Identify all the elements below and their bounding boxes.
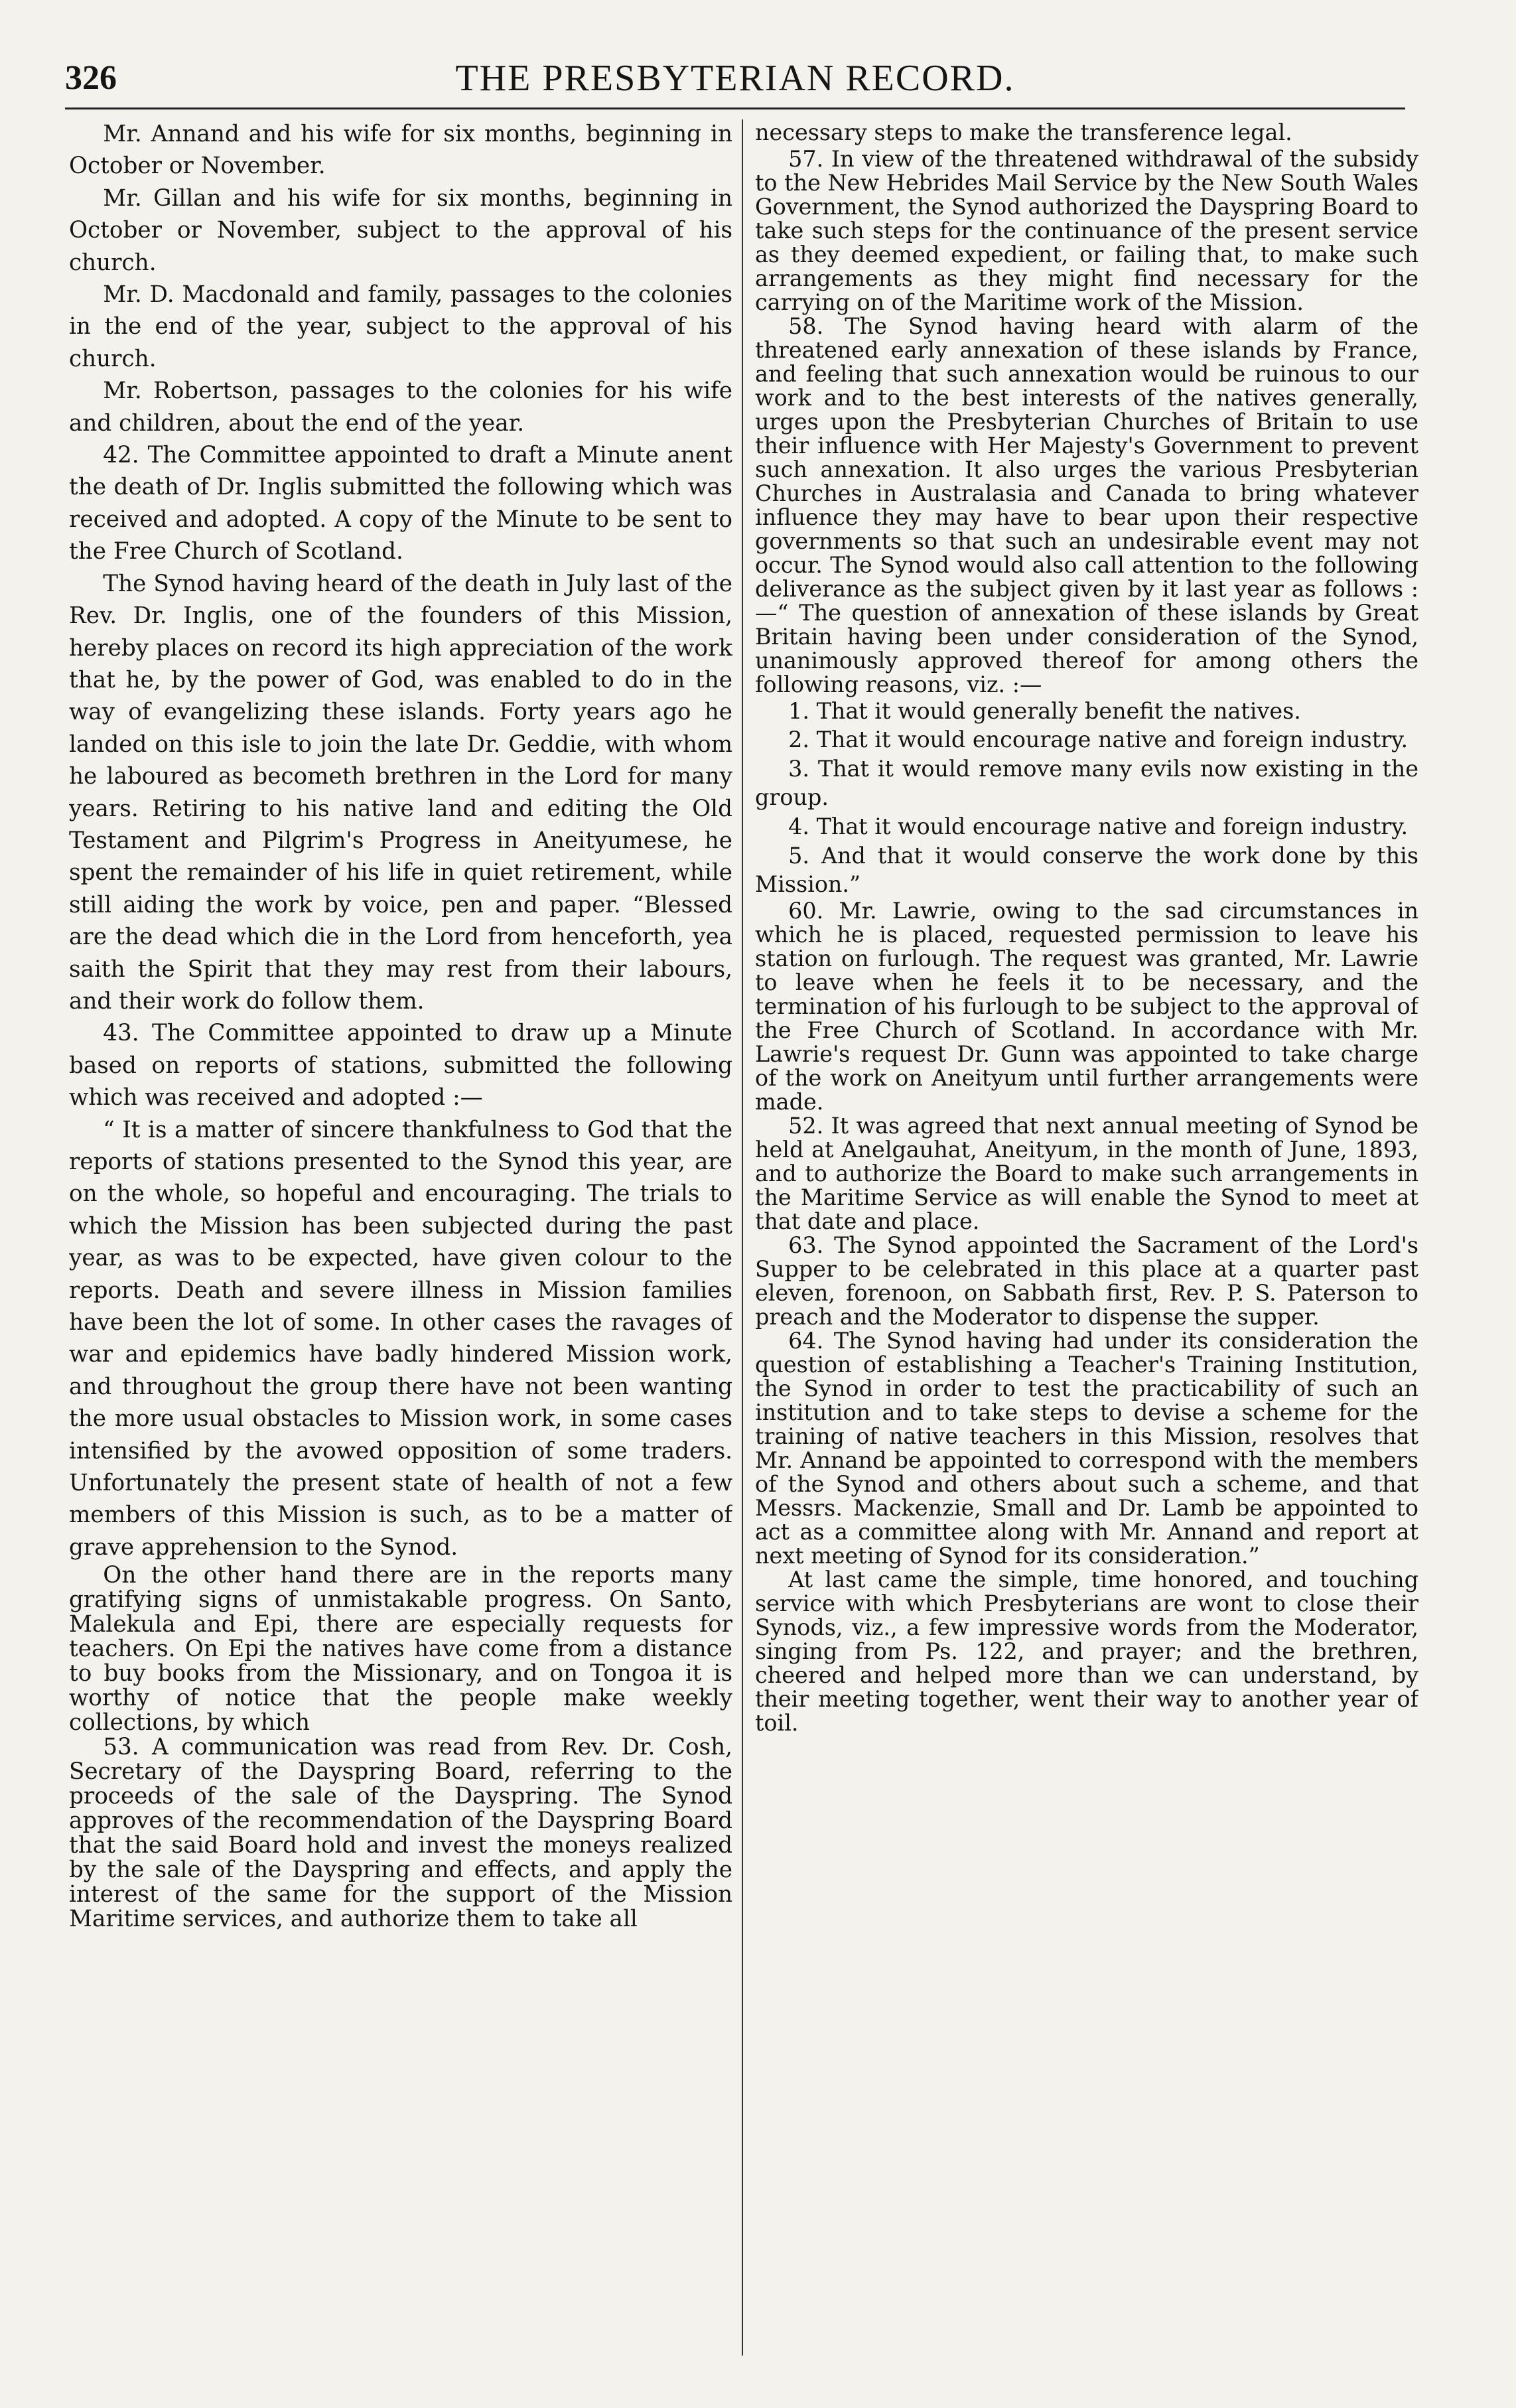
paragraph: On the other hand there are in the reports many gratifying signs of unmistakable progress. On Santo, Malekula and Epi, there are especially requests for teachers. On Epi the natives have come from a distance to buy books from the Missionary, and on Tongoa it is worthy of notice that the people make weekly collections, by which xyxy=(69,1562,732,1736)
paragraph: The Synod having heard of the death in July last of the Rev. Dr. Inglis, one of the founders of this Mission, hereby places on record its high appreciation of the work that he, by the power of God, was enabled to do in the way of evangelizing these islands. Forty years ago he landed on this isle to join the late Dr. Geddie, with whom he laboured as becometh brethren in the Lord for many years. Retiring to his native land and editing the Old Testament and Pilgrim's Progress in Aneityumese, he spent the remainder of his life in quiet retirement, while still aiding the work by voice, pen and paper. “Blessed are the dead which die in the Lord from henceforth, yea saith the Spirit that they may rest from their labours, and their work do follow them. xyxy=(69,570,732,1015)
column-divider xyxy=(742,119,743,2356)
paragraph: “ It is a matter of sincere thankfulness to God that the reports of stations presented to the Synod this year, are on the whole, so hopeful and encouraging. The trials to which the Mission has been subjected during the past year, as was to be expected, have given colour to the reports. Death and severe illness in Mission families have been the lot of some. In other cases the ravages of war and epidemics have badly hindered Mission work, and throughout the group there have not been wanting the more usual obstacles to Mission work, in some cases intensified by the avowed opposition of some traders. Unfortunately the present state of health of not a few members of this Mission is such, as to be a matter of grave apprehension to the Synod. xyxy=(69,1116,732,1561)
paragraph: Mr. Gillan and his wife for six months, beginning in October or November, subject to the approval of his church. xyxy=(69,184,732,276)
paragraph: 60. Mr. Lawrie, owing to the sad circumstances in which he is placed, requested permission to leave his station on furlough. The request was granted, Mr. Lawrie to leave when he feels it to be necessary, and the termination of his furlough to be subject to the approval of the Free Church of Scotland. In accordance with Mr. Lawrie's request Dr. Gunn was appointed to take charge of the work on Aneityum until further arrangements were made. xyxy=(755,897,1418,1115)
paragraph: 63. The Synod appointed the Sacrament of the Lord's Supper to be celebrated in this place at a quarter past eleven, forenoon, on Sabbath first, Rev. P. S. Paterson to preach and the Moderator to dispense the supper. xyxy=(755,1232,1418,1330)
list-item: 2. That it would encourage native and foreign industry. xyxy=(788,727,1409,753)
right-column xyxy=(755,118,1418,2361)
paragraph: At last came the simple, time honored, and touching service with which Presbyterians are wont to close their Synods, viz., a few impressive words from the Moderator, singing from Ps. 122, and prayer; and the brethren, cheered and helped more than we can understand, by their meeting together, went their way to another year of toil. xyxy=(755,1566,1418,1736)
paragraph: Mr. Annand and his wife for six months, beginning in October or November. xyxy=(69,121,732,180)
paragraph: Mr. D. Macdonald and family, passages to the colonies in the end of the year, subject to the approval of his church. xyxy=(69,281,732,372)
paragraph: 43. The Committee appointed to draw up a Minute based on reports of stations, submitted the following which was received and adopted :— xyxy=(69,1020,732,1111)
paragraph: 58. The Synod having heard with alarm of the threatened early annexation of these islands by France, and feeling that such annexation would be ruinous to our work and to the best interests of the natives generally, urges upon the Presbyterian Churches of Britain to use their influence with Her Majesty's Government to prevent such annexation. It also urges the various Presbyterian Churches in Australasia and Canada to bring whatever influence they may have to bear upon their respective governments so that such an undesirable event may not occur. The Synod would also call attention to the following deliverance as the subject given by it last year as follows :—“ The question of annexation of these islands by Great Britain having been under consideration of the Synod, unanimously approved thereof for among others the following reasons, viz. :— xyxy=(755,313,1418,697)
paragraph: 57. In view of the threatened withdrawal of the subsidy to the New Hebrides Mail Service by the New South Wales Government, the Synod authorized the Dayspring Board to take such steps for the continuance of the present service as they deemed expedient, or failing that, to make such arrangements as they might find necessary for the carrying on of the Maritime work of the Mission. xyxy=(755,145,1418,315)
left-column xyxy=(69,118,732,2361)
page-header xyxy=(65,54,1405,109)
page-number: 326 xyxy=(65,59,117,97)
paragraph: 42. The Committee appointed to draft a Minute anent the death of Dr. Inglis submitted the following which was received and adopted. A copy of the Minute to be sent to the Free Church of Scotland. xyxy=(69,442,732,565)
paragraph: Mr. Robertson, passages to the colonies for his wife and children, about the end of the year. xyxy=(69,378,732,437)
list-item: 4. That it would encourage native and foreign industry. xyxy=(788,813,1409,839)
list-item: 1. That it would generally benefit the natives. xyxy=(788,697,1301,724)
list-item: 5. And that it would conserve the work done by this Mission.” xyxy=(755,842,1418,898)
running-title: THE PRESBYTERIAN RECORD. xyxy=(455,58,1015,99)
paragraph: necessary steps to make the transference legal. xyxy=(755,119,1292,145)
list-item: 3. That it would remove many evils now existing in the group. xyxy=(755,755,1418,811)
paragraph: 64. The Synod having had under its consideration the question of establishing a Teacher's Training Institution, the Synod in order to test the practicability of such an institution and to take steps to devise a scheme for the training of native teachers in this Mission, resolves that Mr. Annand be appointed to correspond with the members of the Synod and others about such a scheme, and that Messrs. Mackenzie, Small and Dr. Lamb be appointed to act as a committee along with Mr. Annand and report at next meeting of Synod for its consideration.” xyxy=(755,1327,1418,1569)
paragraph: 53. A communication was read from Rev. Dr. Cosh, Secretary of the Dayspring Board, referring to the proceeds of the sale of the Dayspring. The Synod approves of the recommendation of the Dayspring Board that the said Board hold and invest the moneys realized by the sale of the Dayspring and effects, and apply the interest of the same for the support of the Mission Maritime services, and authorize them to take all xyxy=(69,1734,732,1933)
paragraph: 52. It was agreed that next annual meeting of Synod be held at Anelgauhat, Aneityum, in the month of June, 1893, and to authorize the Board to make such arrangements in the Maritime Service as will enable the Synod to meet at that date and place. xyxy=(755,1112,1418,1234)
